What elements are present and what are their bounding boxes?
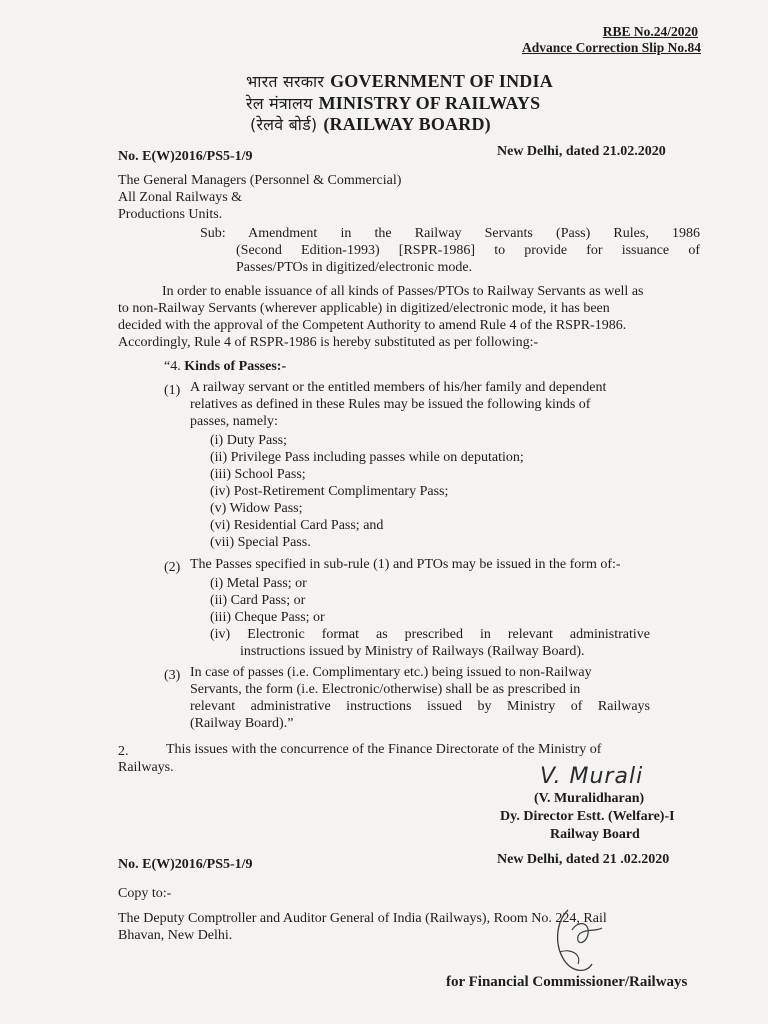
- subject-line-2: (Second Edition-1993) [RSPR-1986] to provide for issuance of: [236, 243, 700, 258]
- pass-kind-item: (iv) Post-Retirement Complimentary Pass;: [210, 484, 449, 499]
- header-hindi-1: भारत सरकार: [246, 72, 325, 91]
- header-line-2: [246, 92, 540, 114]
- sub-rule-3-line-3: relevant administrative instructions issued by Ministry of Railways: [190, 699, 650, 714]
- para1-line-2: to non-Railway Servants (wherever applicable) in digitized/electronic mode, it has been: [118, 301, 610, 316]
- pass-kind-item: (ii) Privilege Pass including passes while on deputation;: [210, 450, 524, 465]
- para1-line-3: decided with the approval of the Competent Authority to amend Rule 4 of the RSPR-1986.: [118, 318, 627, 333]
- rule-heading: [164, 358, 286, 375]
- header-english-2: MINISTRY OF RAILWAYS: [318, 93, 541, 113]
- header-english-3: (RAILWAY BOARD): [323, 114, 491, 134]
- header-line-3: [250, 113, 491, 135]
- copy-addressee-line-2: Bhavan, New Delhi.: [118, 928, 233, 943]
- addressee-line-1: The General Managers (Personnel & Commercial): [118, 173, 402, 188]
- sub-rule-2-line: The Passes specified in sub-rule (1) and PTOs may be issued in the form of:-: [190, 557, 621, 572]
- pass-form-item: (iv) Electronic format as prescribed in relevant administrative: [210, 627, 650, 642]
- pass-form-item: (ii) Card Pass; or: [210, 593, 306, 608]
- pass-kind-item: (iii) School Pass;: [210, 467, 306, 482]
- subject-line-1: Sub: Amendment in the Railway Servants (Pass) Rules, 1986: [200, 226, 700, 241]
- letter-date-copy: New Delhi, dated 21 .02.2020: [497, 852, 670, 867]
- handwritten-initials: [548, 902, 610, 982]
- para2-number: 2.: [118, 744, 129, 759]
- header-hindi-3: (रेलवे बोर्ड): [250, 115, 318, 134]
- copy-addressee-line-1: The Deputy Comptroller and Auditor General of India (Railways), Room No. 224, Rail: [118, 911, 607, 926]
- sub-rule-2-number: (2): [164, 560, 181, 575]
- rule-number: “4.: [164, 359, 181, 374]
- header-line-1: [246, 70, 553, 92]
- para2-line-1: This issues with the concurrence of the Finance Directorate of the Ministry of: [166, 742, 602, 757]
- para1-line-1: In order to enable issuance of all kinds of Passes/PTOs to Railway Servants as well as: [162, 284, 644, 299]
- para2-line-2: Railways.: [118, 760, 174, 775]
- sub-rule-3-line-1: In case of passes (i.e. Complimentary etc.) being issued to non-Railway: [190, 665, 592, 680]
- letter-number: No. E(W)2016/PS5-1/9: [118, 149, 253, 164]
- header-english-1: GOVERNMENT OF INDIA: [330, 71, 553, 91]
- pass-kind-item: (i) Duty Pass;: [210, 433, 287, 448]
- signature: V. Murali: [540, 764, 644, 789]
- subject-line-3: Passes/PTOs in digitized/electronic mode.: [236, 260, 473, 275]
- sub-rule-1-line-3: passes, namely:: [190, 414, 278, 429]
- pass-form-item: (iii) Cheque Pass; or: [210, 610, 325, 625]
- pass-kind-item: (v) Widow Pass;: [210, 501, 303, 516]
- footer-sign-line: for Financial Commissioner/Railways: [446, 974, 688, 990]
- sub-rule-1-line-1: A railway servant or the entitled members of his/her family and dependent: [190, 380, 607, 395]
- copy-to-label: Copy to:-: [118, 886, 172, 901]
- sub-rule-3-line-2: Servants, the form (i.e. Electronic/otherwise) shall be as prescribed in: [190, 682, 581, 697]
- para1-line-4: Accordingly, Rule 4 of RSPR-1986 is hereby substituted as per following:-: [118, 335, 539, 350]
- signatory-office: Railway Board: [550, 827, 640, 842]
- pass-kind-item: (vi) Residential Card Pass; and: [210, 518, 384, 533]
- letter-date: New Delhi, dated 21.02.2020: [497, 144, 666, 159]
- rbe-number: RBE No.24/2020: [602, 24, 698, 39]
- sub-rule-1-number: (1): [164, 383, 181, 398]
- rule-title: Kinds of Passes:-: [184, 359, 287, 374]
- sub-rule-3-number: (3): [164, 668, 181, 683]
- sub-rule-3-line-4: (Railway Board).”: [190, 716, 294, 731]
- pass-form-item: (i) Metal Pass; or: [210, 576, 307, 591]
- pass-kind-item: (vii) Special Pass.: [210, 535, 311, 550]
- addressee-line-2: All Zonal Railways &: [118, 190, 243, 205]
- addressee-line-3: Productions Units.: [118, 207, 223, 222]
- correction-slip-number: Advance Correction Slip No.84: [522, 40, 701, 55]
- header-hindi-2: रेल मंत्रालय: [246, 94, 313, 113]
- letter-number-copy: No. E(W)2016/PS5-1/9: [118, 857, 253, 872]
- signatory-name: (V. Muralidharan): [534, 791, 645, 806]
- sub-rule-1-line-2: relatives as defined in these Rules may be issued the following kinds of: [190, 397, 591, 412]
- pass-form-item-cont: instructions issued by Ministry of Railways (Railway Board).: [240, 644, 585, 659]
- signatory-designation: Dy. Director Estt. (Welfare)-I: [500, 809, 675, 824]
